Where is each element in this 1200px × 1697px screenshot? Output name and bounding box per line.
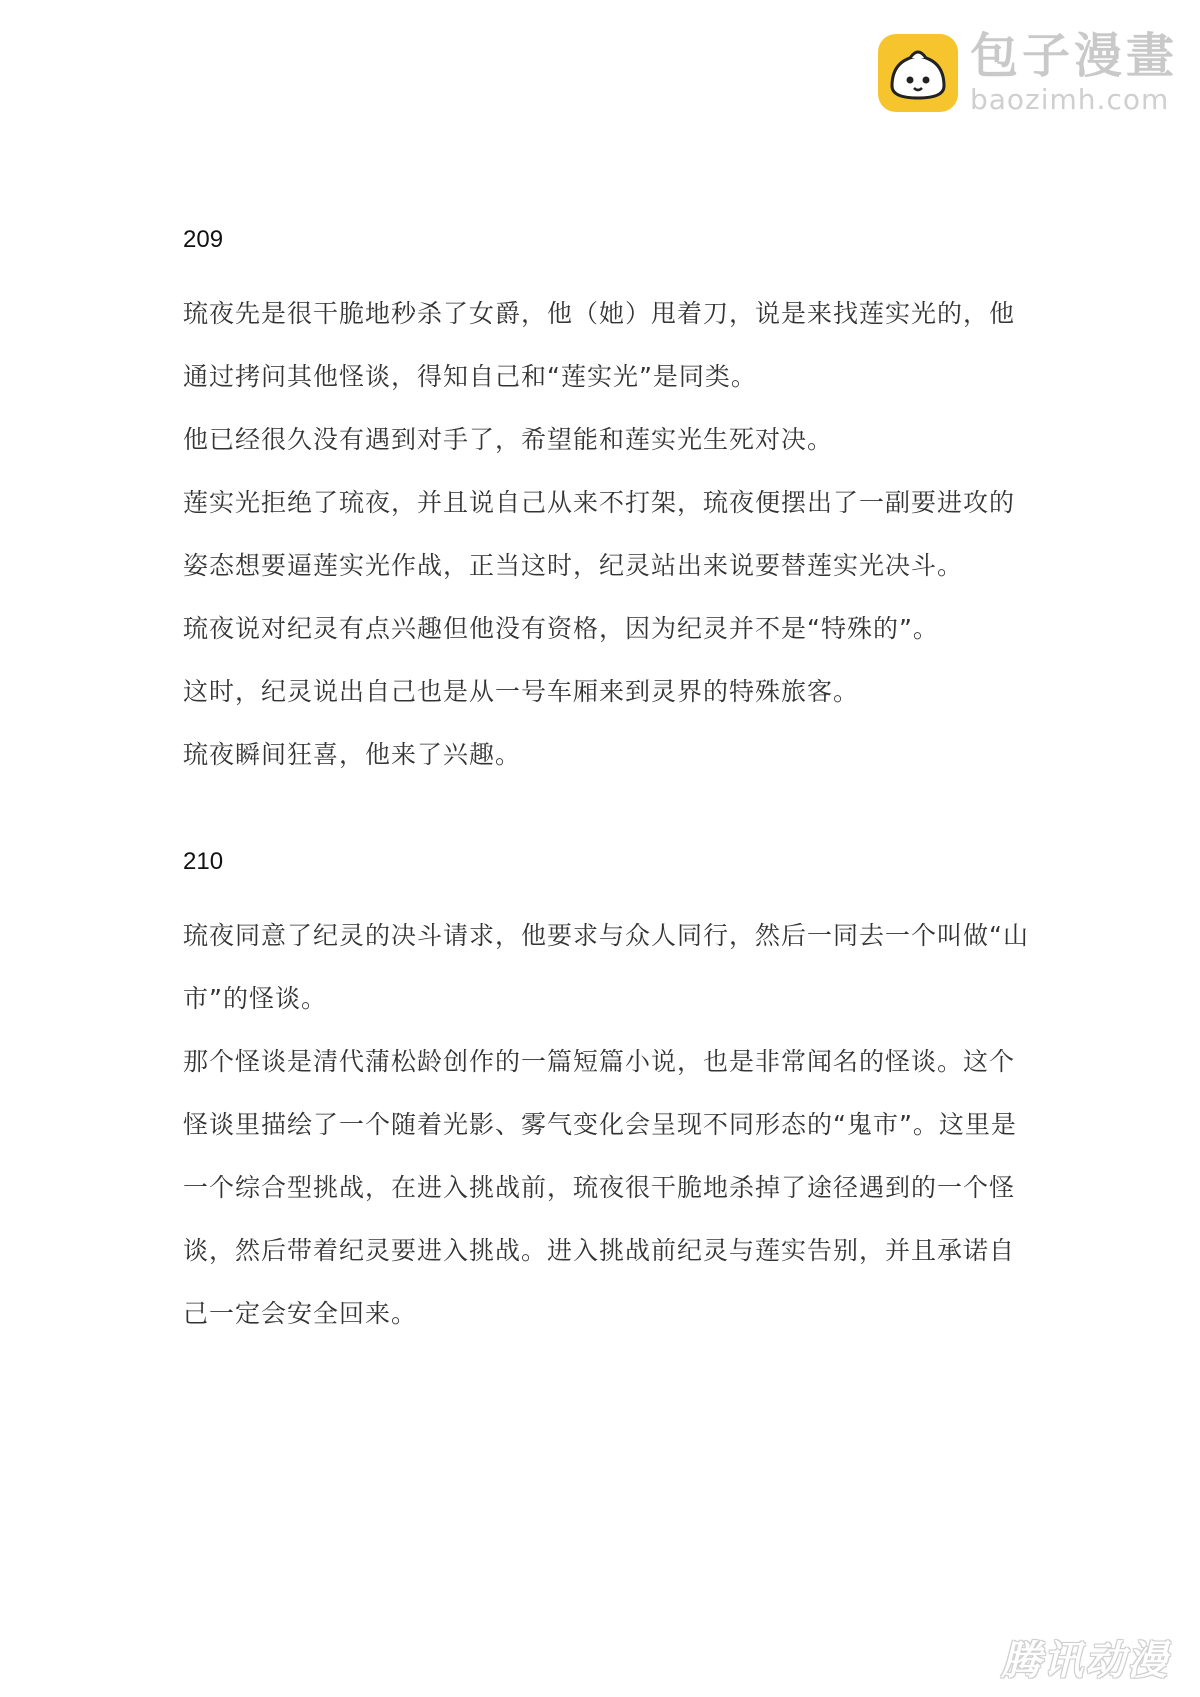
paragraph: 琉夜同意了纪灵的决斗请求，他要求与众人同行，然后一同去一个叫做“山市”的怪谈。 <box>183 921 1029 1013</box>
section-209 <box>183 222 1038 786</box>
watermark-text: 腾讯动漫 <box>1001 1637 1169 1684</box>
logo-text <box>969 28 1178 116</box>
paragraph: 琉夜先是很干脆地秒杀了女爵，他（她）甩着刀，说是来找莲实光的，他通过拷问其他怪谈，得知自己和“莲实光”是同类。 <box>183 299 1016 391</box>
paragraph: 琉夜说对纪灵有点兴趣但他没有资格，因为纪灵并不是“特殊的”。 <box>183 614 939 643</box>
paragraph: 琉夜瞬间狂喜，他来了兴趣。 <box>183 740 522 769</box>
site-logo <box>878 28 1178 116</box>
document-body <box>183 222 1038 1403</box>
paragraph: 莲实光拒绝了琉夜，并且说自己从来不打架，琉夜便摆出了一副要进攻的姿态想要逼莲实光作战，正当这时，纪灵站出来说要替莲实光决斗。 <box>183 488 1016 580</box>
section-number: 210 <box>183 848 224 875</box>
paragraph: 这时，纪灵说出自己也是从一号车厢来到灵界的特殊旅客。 <box>183 677 860 706</box>
logo-name: 包子漫畫 <box>969 28 1178 84</box>
tencent-comics-watermark <box>984 1631 1186 1683</box>
section-number: 209 <box>183 226 224 253</box>
logo-domain: baozimh.com <box>969 83 1170 116</box>
section-210 <box>183 844 1038 1345</box>
bun-mascot-icon <box>878 34 958 112</box>
paragraph: 他已经很久没有遇到对手了，希望能和莲实光生死对决。 <box>183 425 834 454</box>
paragraph: 那个怪谈是清代蒲松龄创作的一篇短篇小说，也是非常闻名的怪谈。这个怪谈里描绘了一个随着光影、雾气变化会呈现不同形态的“鬼市”。这里是一个综合型挑战，在进入挑战前，琉夜很干脆地杀掉了途径遇到的一个怪谈，然后带着纪灵要进入挑战。进入挑战前纪灵与莲实告别，并且承诺自己一定会安全回来。 <box>183 1047 1017 1328</box>
